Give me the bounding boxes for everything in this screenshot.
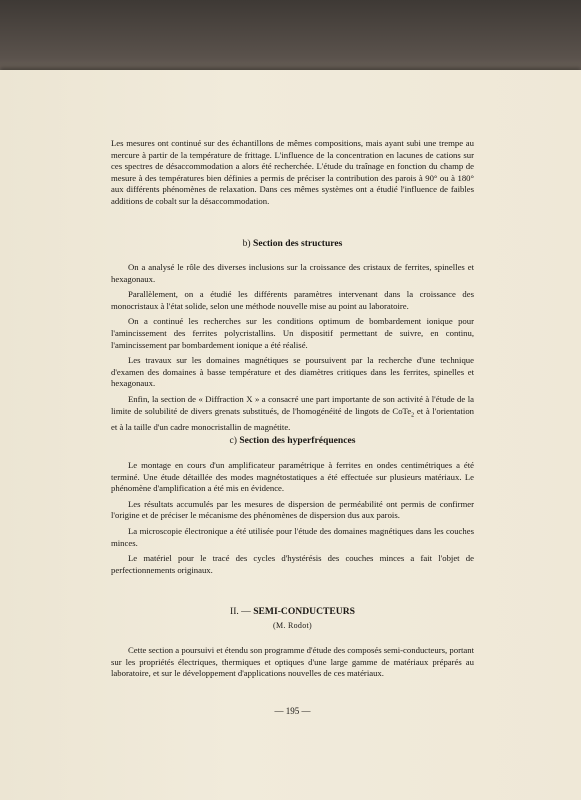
intro-block xyxy=(111,138,474,212)
section-c-body xyxy=(111,460,474,580)
cote-subscript: 2 xyxy=(411,412,415,419)
section-ii-paragraph-1: Cette section a poursuivi et étendu son programme d'étude des composés semi-conducteurs, portant sur les propriétés électriques, thermiques et optiques d'une large gamme de matériaux préparés au laboratoire, et sur le développement d'applications nouvelles de ces matériaux. xyxy=(111,645,474,679)
section-b-paragraph-3: On a continué les recherches sur les conditions optimum de bombardement ionique pour l'amincissement des ferrites polycristallins. Un dispositif permettant de suivre, en continu, l'amincissement par bombardement ionique a été réalisé. xyxy=(111,316,474,350)
document-page xyxy=(0,70,581,800)
section-b-paragraph-5-start: Enfin, la section de « Diffraction X » a consacré une part importante de son activité à l'étude de la limite de solubilité de divers grenats substitués, de l'homogénéité de lingots de CoTe xyxy=(111,393,474,416)
section-b-paragraph-4: Les travaux sur les domaines magnétiques se poursuivent par la recherche d'une technique d'examen des domaines à basse température et des diamètres critiques dans les ferrites, spinelles et hexagonaux. xyxy=(111,355,474,389)
section-ii-heading xyxy=(111,606,474,618)
section-b-body xyxy=(111,262,474,437)
section-c-paragraph-1: Le montage en cours d'un amplificateur paramétrique à ferrites en ondes centimétriques a été terminé. Une étude détaillée des modes magnétostatiques a été effectuée sur plusieurs matériaux. Le phénomène d'amplification a été mis en évidence. xyxy=(111,460,474,494)
section-ii-body xyxy=(111,645,474,684)
section-b-paragraph-2: Parallèlement, on a étudié les différents paramètres intervenant dans la croissance des monocristaux à l'état solide, selon une méthode nouvelle mise au point au laboratoire. xyxy=(111,289,474,311)
section-c-heading xyxy=(111,435,474,447)
page-number: — 195 — xyxy=(274,706,311,716)
intro-paragraph: Les mesures ont continué sur des échantillons de mêmes compositions, mais ayant subi une trempe au mercure à partir de la température de frittage. L'influence de la concentration en lacunes de cations sur ces spectres de désaccommodation a alors été recherchée. L'étude du traînage en fonction du champ de mesure à des températures bien définies a permis de préciser la contribution des parois à 90° ou à 180° aux différents phénomènes de relaxation. Dans ces mêmes systèmes ont a étudié l'influence de faibles additions de cobalt sur la désaccommodation. xyxy=(111,138,474,206)
section-b-paragraph-5 xyxy=(111,394,474,434)
section-ii-title: SEMI-CONDUCTEURS xyxy=(253,606,355,617)
section-b-heading xyxy=(111,238,474,250)
section-c-paragraph-4: Le matériel pour le tracé des cycles d'hystérésis des couches minces a fait l'objet de perfectionnements originaux. xyxy=(111,553,474,575)
section-b-letter: b) xyxy=(242,238,251,249)
section-c-paragraph-2: Les résultats accumulés par les mesures de dispersion de perméabilité ont permis de confirmer l'origine et de préciser le mécanisme des phénomènes de dispersion dus aux parois. xyxy=(111,498,474,521)
section-b-paragraph-1: On a analysé le rôle des diverses inclusions sur la croissance des cristaux de ferrites, spinelles et hexagonaux. xyxy=(111,262,474,284)
section-c-title: Section des hyperfréquences xyxy=(239,435,356,446)
scanner-background xyxy=(0,0,581,72)
section-c-letter: c) xyxy=(229,435,237,446)
section-ii-numeral: II. — xyxy=(230,606,251,617)
section-c-paragraph-3: La microscopie électronique a été utilisée pour l'étude des domaines magnétiques dans les couches minces. xyxy=(111,525,474,548)
section-b-title: Section des structures xyxy=(253,238,343,249)
section-b-paragraph-5-end: et à l'orientation et à la taille d'un cadre monocristallin de magnétite. xyxy=(111,405,475,432)
section-ii-author: (M. Rodot) xyxy=(273,621,312,630)
